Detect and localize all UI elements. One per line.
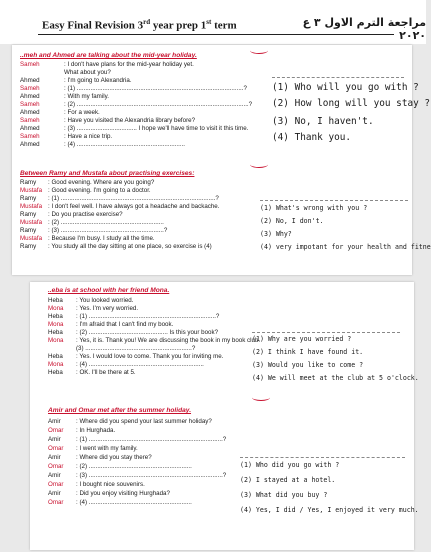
- dialog-2-title: Between Ramy and Mustafa about practising exercises:: [20, 170, 195, 177]
- dialog-line: Ramy : Do you practise exercise?: [20, 211, 123, 218]
- dialog-line: Mona : (4) ...................................................................: [48, 361, 204, 368]
- decor-swoosh: [250, 47, 268, 54]
- dialog-1-title: ..meh and Ahmed are talking about the mid-year holiday.: [20, 52, 197, 59]
- dialog-line: Mustafa : (2) ............................................................: [20, 219, 164, 226]
- decor-swoosh: [250, 161, 268, 168]
- answer-item: (3) No, I haven't.: [272, 116, 374, 127]
- dialog-line: What about you?: [64, 69, 111, 76]
- answer-item: (1) Why are you worried ?: [252, 335, 352, 343]
- answer-item: (1) Who did you go with ?: [240, 461, 340, 469]
- dialog-line: Sameh : Have a nice trip.: [20, 133, 113, 140]
- answer-item: (4) We will meet at the club at 5 o'clock.: [252, 374, 419, 382]
- answer-item: (2) I think I have found it.: [252, 348, 364, 356]
- dialog-line: Amir : Did you enjoy visiting Hurghada?: [48, 490, 170, 497]
- dialog-line: Ramy : Good evening. Where are you going?: [20, 179, 155, 186]
- dialog-line: Omar : I bought nice souvenirs.: [48, 481, 145, 488]
- dialog-4-title: Amir and Omar met after the summer holiday.: [48, 407, 192, 414]
- answer-item: (2) How long will you stay ?: [272, 98, 431, 109]
- page-card-2: [30, 282, 419, 550]
- dialog-line: Ahmed : (4) ...............................................................: [20, 141, 186, 148]
- dialog-line: Heba : OK. I'll be there at 5.: [48, 369, 136, 376]
- answer-rule: [260, 200, 408, 201]
- dialog-line: Mustafa : I don't feel well. I have always got a headache and backache.: [20, 203, 220, 210]
- answer-rule: [252, 332, 400, 333]
- dialog-line: Omar : I went with my family.: [48, 445, 138, 452]
- arabic-title: مراجعة الترم الاول ٣ ع ٢٠٢٠: [302, 16, 426, 42]
- dialog-line: Omar : (2) ............................................................: [48, 463, 192, 470]
- dialog-line: Mustafa : Good evening. I'm going to a doctor.: [20, 187, 151, 194]
- dialog-line: Heba : Yes. I would love to come. Thank you for inviting me.: [48, 353, 224, 360]
- header-rule: [38, 34, 394, 35]
- dialog-line: Mona : Yes, it is. Thank you! We are discussing the book in my book club.: [48, 337, 261, 344]
- dialog-line: Omar : In Hurghada.: [48, 427, 116, 434]
- dialog-line: (3) ..............................................................?: [76, 345, 196, 352]
- dialog-line: Ahmed : For a week.: [20, 109, 100, 116]
- answer-item: (2) No, I don't.: [260, 217, 324, 225]
- dialog-3-title: ..eba is at school with her friend Mona.: [48, 287, 170, 294]
- decor-swoosh: [252, 394, 270, 401]
- dialog-line: Mona : Yes. I'm very worried.: [48, 305, 139, 312]
- dialog-line: Amir : Where did you spend your last summer holiday?: [48, 418, 212, 425]
- dialog-line: Sameh : I don't have plans for the mid-year holiday yet.: [20, 61, 194, 68]
- dialog-line: Ramy : You study all the day sitting at one place, so exercise is (4): [20, 243, 212, 250]
- answer-item: (3) Would you like to come ?: [252, 361, 364, 369]
- dialog-line: Amir : Where did you stay there?: [48, 454, 152, 461]
- page-title: Easy Final Revision 3rd year prep 1st term: [42, 18, 237, 32]
- dialog-line: Sameh : Have you visited the Alexandria library before?: [20, 117, 196, 124]
- dialog-line: Ramy : (3) ............................................................?: [20, 227, 168, 234]
- dialog-line: Ahmed : (3) ................................... I hope we'll have time to visit it this time.: [20, 125, 249, 132]
- dialog-line: Amir : (1) ..............................................................................?: [48, 436, 227, 443]
- dialog-line: Ahmed : With my family.: [20, 93, 109, 100]
- answer-item: (1) What's wrong with you ?: [260, 204, 368, 212]
- answer-item: (1) Who will you go with ?: [272, 82, 419, 93]
- dialog-line: Ramy : (1) ..........................................................................................?: [20, 195, 219, 202]
- dialog-line: Sameh : (2) ....................................................................................................?: [20, 101, 253, 108]
- answer-item: (4) very impotant for your health and fitne: [260, 243, 431, 251]
- answer-item: (4) Yes, I did / Yes, I enjoyed it very much.: [240, 506, 419, 514]
- dialog-line: Omar : (4) ............................................................: [48, 499, 192, 506]
- dialog-line: Amir : (3) ..............................................................................?: [48, 472, 227, 479]
- dialog-line: Heba : (2) .............................................. Is this your book?: [48, 329, 219, 336]
- dialog-line: Mona : I'm afraid that I can't find my book.: [48, 321, 174, 328]
- page-card-1: [12, 45, 431, 275]
- answer-item: (4) Thank you.: [272, 132, 352, 143]
- answer-item: (3) Why?: [260, 230, 292, 238]
- dialog-line: Heba : You looked worried.: [48, 297, 134, 304]
- dialog-line: Heba : (1) ..........................................................................?: [48, 313, 220, 320]
- answer-item: (2) I stayed at a hotel.: [240, 476, 336, 484]
- answer-item: (3) What did you buy ?: [240, 491, 328, 499]
- dialog-line: Ahmed : I'm going to Alexandria.: [20, 77, 132, 84]
- answer-rule: [272, 77, 404, 78]
- answer-rule: [240, 457, 405, 458]
- dialog-line: Sameh : (1) .................................................................................................?: [20, 85, 247, 92]
- dialog-line: Mustafa : Because I'm busy. I study all the time.: [20, 235, 155, 242]
